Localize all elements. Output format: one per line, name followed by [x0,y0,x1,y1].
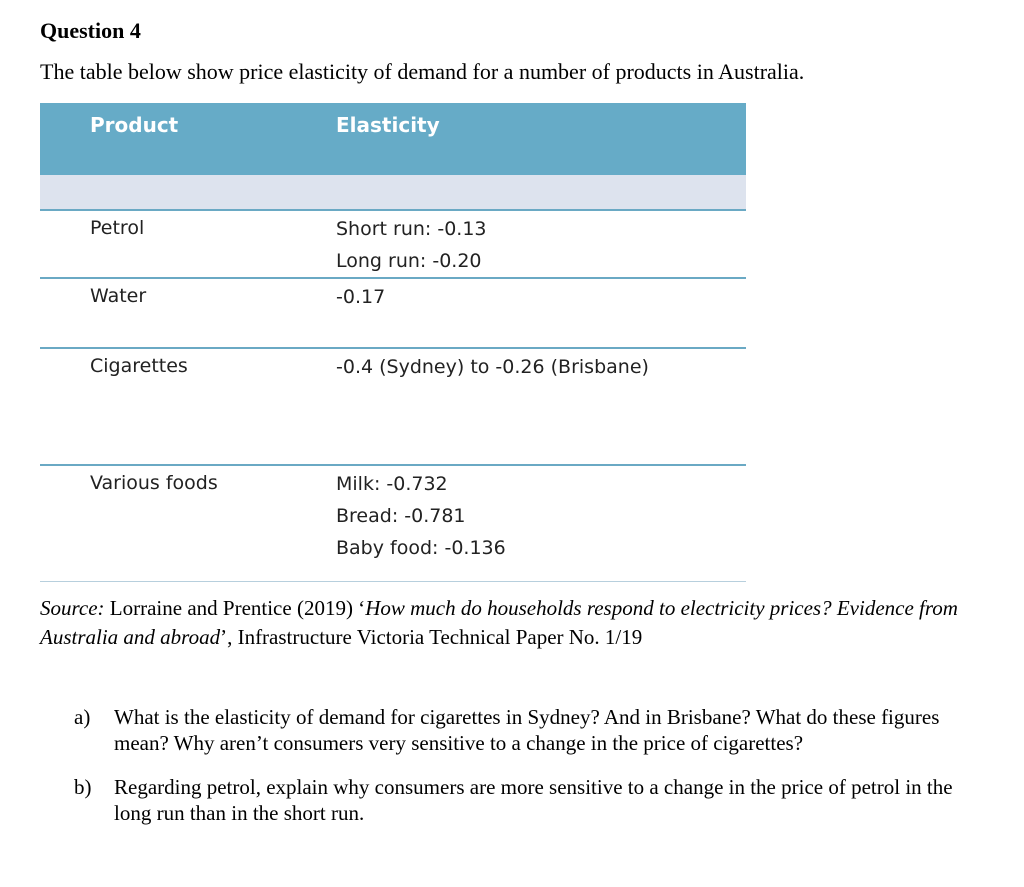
cell-product: Petrol [90,217,145,239]
elasticity-value: -0.4 (Sydney) to -0.26 (Brisbane) [336,356,649,378]
question-title: Question 4 [40,18,141,43]
elasticity-table [40,103,746,582]
elasticity-value: Bread: -0.781 [336,505,466,527]
elasticity-value: Baby food: -0.136 [336,537,506,559]
source-authors: Lorraine and Prentice (2019) ‘ [104,596,366,620]
cell-elasticity [336,285,385,317]
header-band [40,175,746,211]
source-title: How much do households respond to electricity prices? Evidence from Australia and abroad [40,596,958,649]
cell-elasticity [336,217,487,281]
cell-product: Various foods [90,472,218,494]
intro-text: The table below show price elasticity of demand for a number of products in Australia. [40,59,805,84]
question-text: What is the elasticity of demand for cigarettes in Sydney? And in Brisbane? What do these figures mean? Why aren’t consumers very sensitive to a change in the price of cigarettes? [114,705,940,755]
table-row [40,211,746,279]
cell-elasticity [336,472,506,568]
table-row [40,349,746,466]
source-publisher: ’, Infrastructure Victoria Technical Paper No. 1/19 [220,625,643,649]
header-product: Product [90,113,179,137]
table-header [40,103,746,175]
elasticity-value: Long run: -0.20 [336,250,482,272]
question-label: b) [74,775,92,799]
question-label: a) [74,705,91,729]
header-elasticity: Elasticity [336,113,440,137]
source-citation [40,594,1000,652]
question-item [74,774,954,826]
table-row [40,466,746,582]
cell-elasticity [336,355,649,387]
cell-product: Water [90,285,147,307]
question-item [74,704,954,756]
table-row [40,279,746,349]
question-list [74,704,954,826]
question-text: Regarding petrol, explain why consumers are more sensitive to a change in the price of petrol in the long run than in the short run. [114,775,953,825]
source-label: Source: [40,596,105,620]
elasticity-value: Milk: -0.732 [336,473,448,495]
elasticity-value: Short run: -0.13 [336,218,487,240]
elasticity-value: -0.17 [336,286,386,308]
cell-product: Cigarettes [90,355,188,377]
